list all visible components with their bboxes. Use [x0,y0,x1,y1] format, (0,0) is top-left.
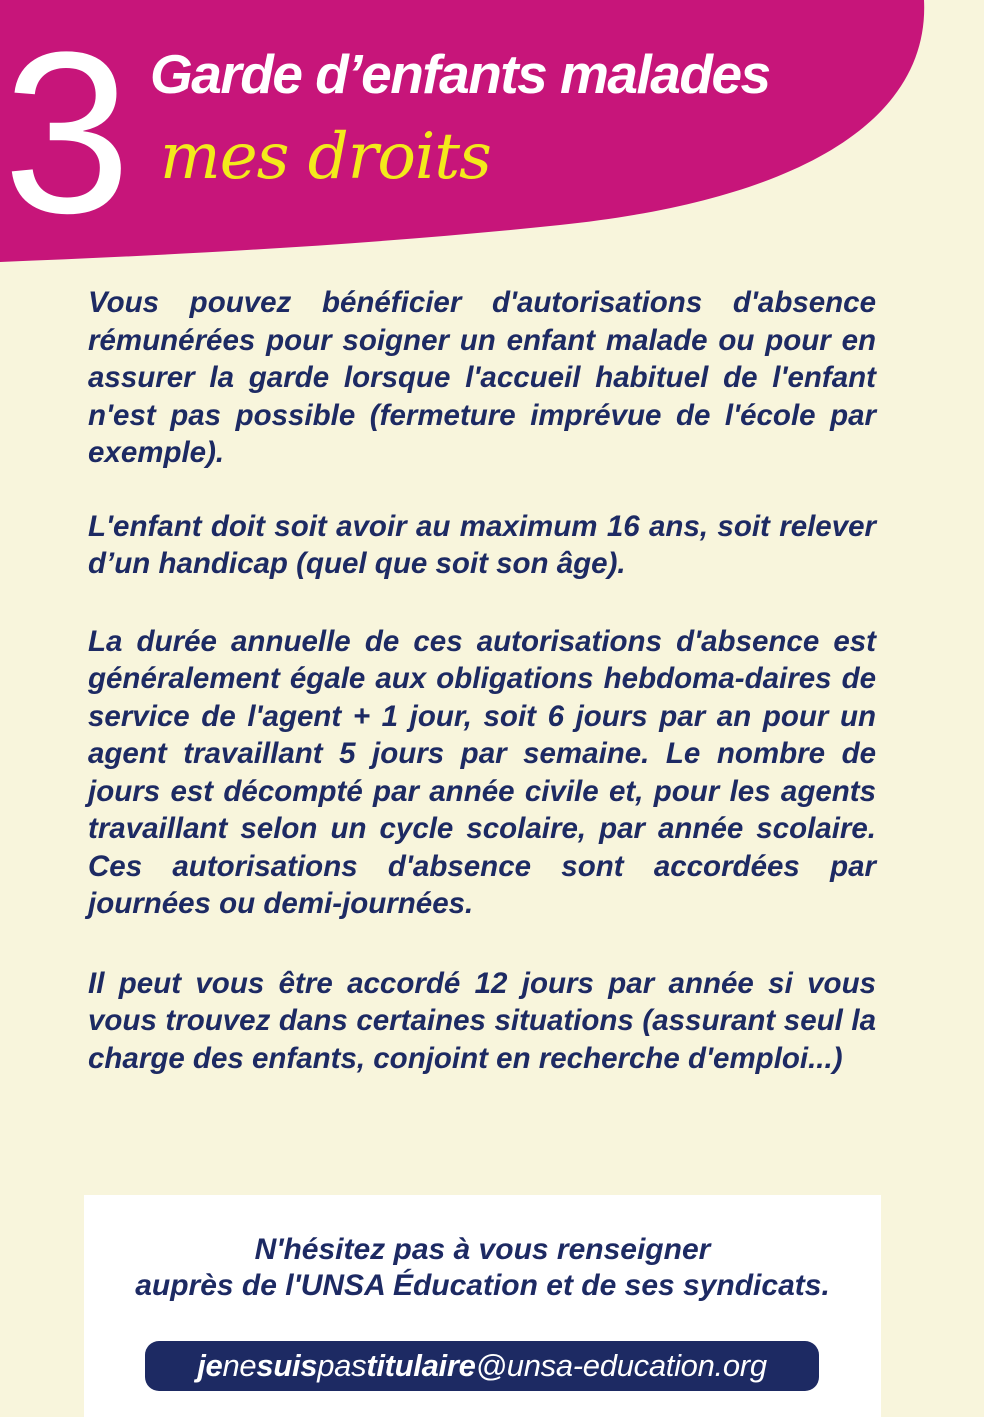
email-part-je: je [197,1348,223,1383]
page-subtitle: mes droits [160,120,491,194]
email-part-ne: ne [222,1348,257,1383]
email-part-suis: suis [256,1348,318,1383]
email-link[interactable] [145,1341,819,1391]
email-domain: @unsa-education.org [475,1348,767,1383]
paragraph-extended: Il peut vous être accordé 12 jours par année si vous vous trouvez dans certaines situations (assurant seul la charge des enfants, conjoint en recherche d'emploi...) [88,966,876,1075]
body-text [88,284,876,1077]
paragraph-duration: La durée annuelle de ces autorisations d'absence est généralement égale aux obligations hebdoma-daires de service de l'agent + 1 jour, soit 6 jours par an pour un agent travaillant 5 jours par semaine. Le nombre de jours est décompté par année civile et, pour les agents travaillant selon un cycle scolaire, par année scolaire. Ces autorisations d'absence sont accordées par journées ou demi-journées. [88,624,876,920]
email-part-titulaire: titulaire [366,1348,476,1383]
paragraph-intro: Vous pouvez bénéficier d'autorisations d'absence rémunérées pour soigner un enfant malade ou pour en assurer la garde lorsque l'accueil habituel de l'enfant n'est pas possible (fermeture imprévue de l'école par exemple). [88,286,876,469]
contact-box [84,1195,881,1417]
contact-line-1: N'hésitez pas à vous renseigner [254,1233,711,1266]
page-title: Garde d’enfants malades [150,43,770,105]
paragraph-age: L'enfant doit soit avoir au maximum 16 ans, soit relever d’un handicap (quel que soit son âge). [88,509,876,580]
header-banner [0,0,984,270]
email-part-pas: pas [317,1348,367,1383]
section-number: 3 [3,4,127,261]
contact-line-2: auprès de l'UNSA Éducation et de ses syndicats. [135,1269,830,1302]
